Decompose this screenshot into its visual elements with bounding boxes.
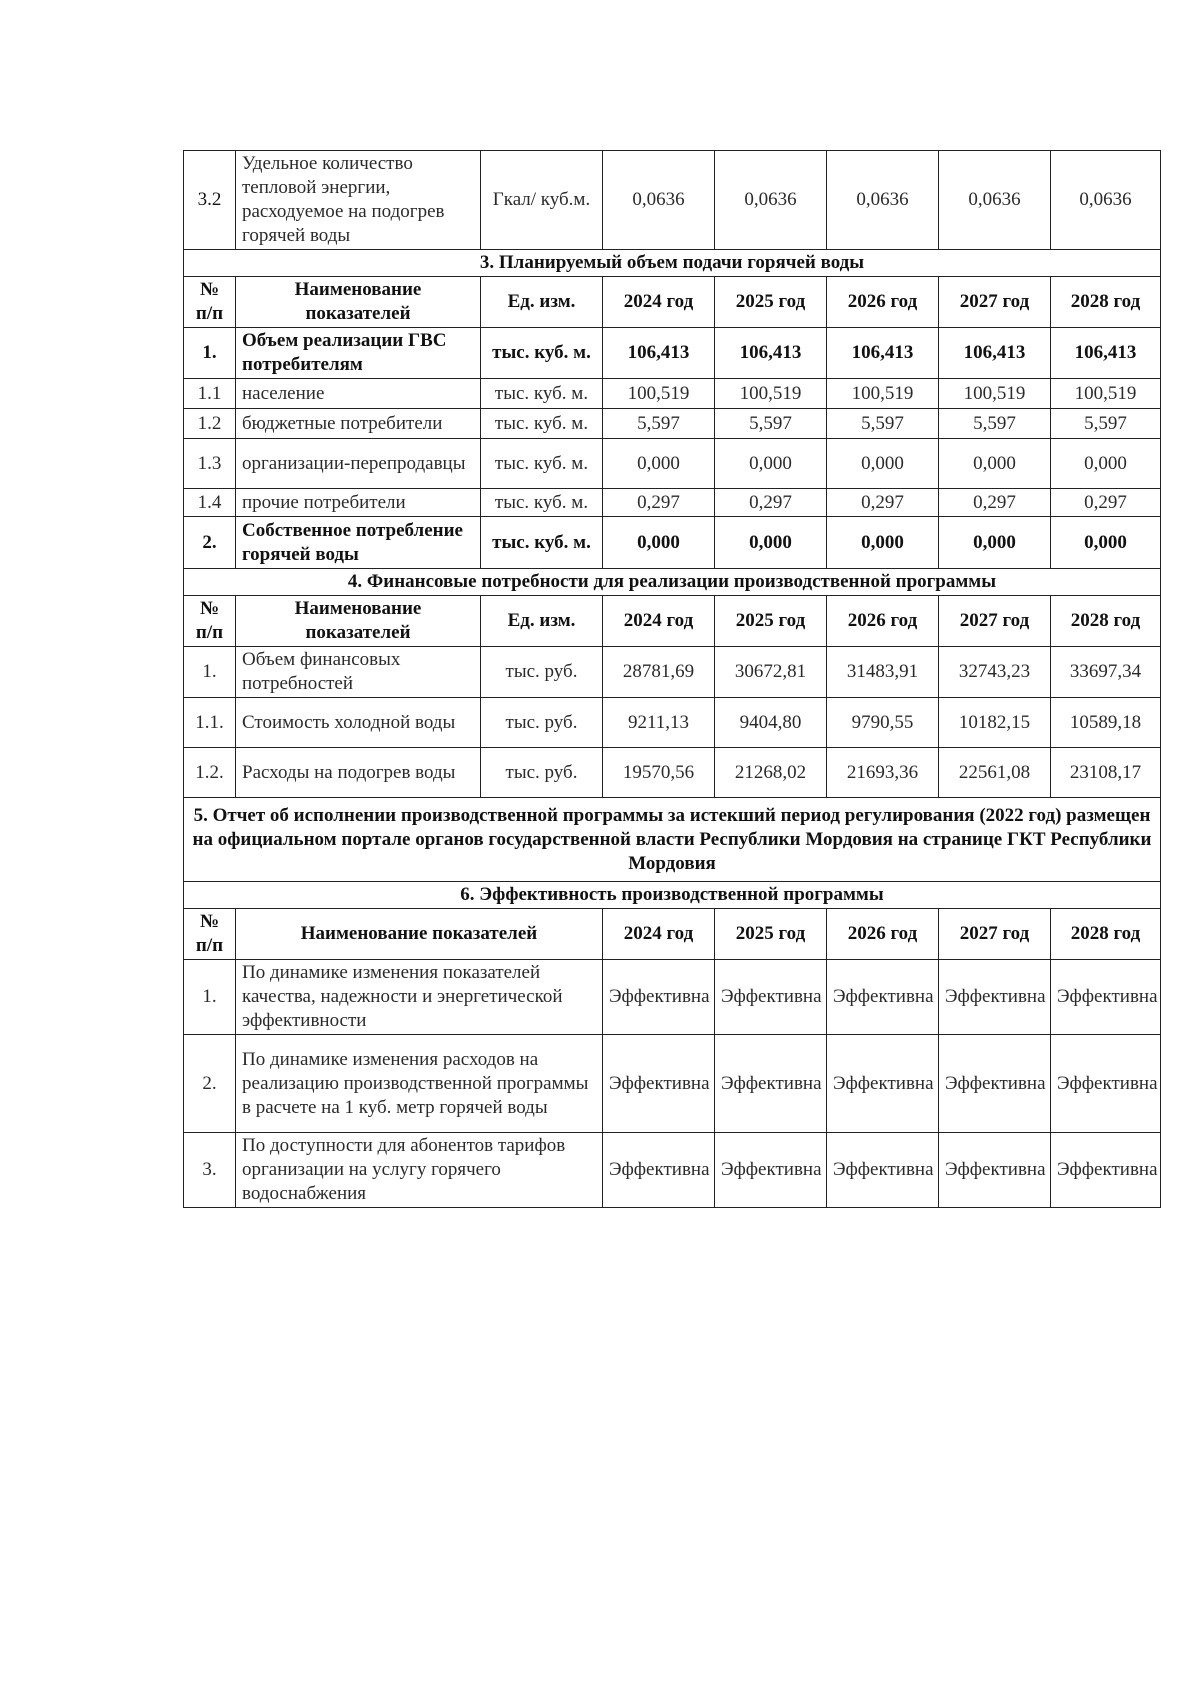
table-row: [184, 517, 1161, 569]
value-cell: 10182,15: [939, 698, 1051, 748]
value-cell: 0,297: [715, 489, 827, 517]
row-unit: тыс. куб. м.: [481, 439, 603, 489]
value-cell: 0,000: [715, 517, 827, 569]
value-cell: 5,597: [939, 409, 1051, 439]
value-cell: 0,000: [827, 517, 939, 569]
value-cell: Эффективна: [715, 960, 827, 1035]
header-row: [184, 596, 1161, 647]
row-name: Объем реализации ГВС потребителям: [236, 328, 481, 379]
header-name: Наименование показателей: [236, 909, 603, 960]
table-row: [184, 328, 1161, 379]
row-unit: тыс. руб.: [481, 748, 603, 798]
header-number: № п/п: [184, 596, 236, 647]
row-unit: тыс. руб.: [481, 647, 603, 698]
row-unit: тыс. куб. м.: [481, 409, 603, 439]
row-number: 1.4: [184, 489, 236, 517]
value-cell: 32743,23: [939, 647, 1051, 698]
value-cell: Эффективна: [715, 1133, 827, 1208]
value-cell: 21268,02: [715, 748, 827, 798]
value-cell: 0,297: [603, 489, 715, 517]
value-cell: 19570,56: [603, 748, 715, 798]
value-cell: 30672,81: [715, 647, 827, 698]
value-cell: Эффективна: [827, 960, 939, 1035]
header-number: № п/п: [184, 909, 236, 960]
row-name: По динамике изменения расходов на реализацию производственной программы в расчете на 1 куб. метр горячей воды: [236, 1035, 603, 1133]
header-year: 2026 год: [827, 596, 939, 647]
value-cell: 5,597: [827, 409, 939, 439]
row-name: организации-перепродавцы: [236, 439, 481, 489]
section-title-row: [184, 569, 1161, 596]
value-cell: 0,000: [827, 439, 939, 489]
value-cell: 106,413: [827, 328, 939, 379]
value-cell: 28781,69: [603, 647, 715, 698]
value-cell: 0,297: [827, 489, 939, 517]
value-cell: Эффективна: [603, 960, 715, 1035]
table-row: [184, 1133, 1161, 1208]
value-cell: Эффективна: [1051, 960, 1161, 1035]
table-row: [184, 409, 1161, 439]
row-name: бюджетные потребители: [236, 409, 481, 439]
table-row: [184, 1035, 1161, 1133]
program-table: [183, 150, 1161, 1208]
section-title-row: [184, 882, 1161, 909]
value-cell: 0,297: [1051, 489, 1161, 517]
row-number: 1.1: [184, 379, 236, 409]
value-cell: 0,000: [1051, 517, 1161, 569]
value-cell: 33697,34: [1051, 647, 1161, 698]
header-year: 2028 год: [1051, 596, 1161, 647]
row-number: 1.: [184, 647, 236, 698]
row-name: По динамике изменения показателей качества, надежности и энергетической эффективности: [236, 960, 603, 1035]
value-cell: 100,519: [715, 379, 827, 409]
row-unit: тыс. куб. м.: [481, 489, 603, 517]
section-title-row: [184, 250, 1161, 277]
row-name: Собственное потребление горячей воды: [236, 517, 481, 569]
row-name: прочие потребители: [236, 489, 481, 517]
row-number: 3.2: [184, 151, 236, 250]
value-cell: Эффективна: [603, 1035, 715, 1133]
value-cell: 0,0636: [715, 151, 827, 250]
value-cell: 0,000: [603, 439, 715, 489]
row-number: 1.: [184, 960, 236, 1035]
row-number: 2.: [184, 517, 236, 569]
value-cell: 106,413: [939, 328, 1051, 379]
header-row: [184, 909, 1161, 960]
header-year: 2025 год: [715, 909, 827, 960]
value-cell: 106,413: [603, 328, 715, 379]
header-name: Наименование показателей: [236, 596, 481, 647]
value-cell: 21693,36: [827, 748, 939, 798]
table-row: [184, 439, 1161, 489]
value-cell: 5,597: [1051, 409, 1161, 439]
value-cell: 0,297: [939, 489, 1051, 517]
header-year: 2024 год: [603, 909, 715, 960]
header-year: 2024 год: [603, 596, 715, 647]
row-name: Расходы на подогрев воды: [236, 748, 481, 798]
value-cell: Эффективна: [603, 1133, 715, 1208]
row-number: 2.: [184, 1035, 236, 1133]
section-6-title: 6. Эффективность производственной программы: [184, 882, 1161, 909]
table-row: [184, 748, 1161, 798]
table-row: [184, 698, 1161, 748]
header-row: [184, 277, 1161, 328]
section-4-title: 4. Финансовые потребности для реализации производственной программы: [184, 569, 1161, 596]
value-cell: Эффективна: [939, 1035, 1051, 1133]
row-unit: тыс. куб. м.: [481, 328, 603, 379]
row-number: 1.2: [184, 409, 236, 439]
value-cell: 0,000: [715, 439, 827, 489]
value-cell: 0,0636: [827, 151, 939, 250]
header-year: 2027 год: [939, 596, 1051, 647]
header-year: 2027 год: [939, 277, 1051, 328]
header-unit: Ед. изм.: [481, 596, 603, 647]
header-year: 2028 год: [1051, 277, 1161, 328]
row-unit: тыс. куб. м.: [481, 379, 603, 409]
value-cell: 0,000: [603, 517, 715, 569]
value-cell: Эффективна: [715, 1035, 827, 1133]
header-year: 2026 год: [827, 909, 939, 960]
value-cell: Эффективна: [1051, 1035, 1161, 1133]
value-cell: 106,413: [1051, 328, 1161, 379]
value-cell: 5,597: [603, 409, 715, 439]
value-cell: Эффективна: [939, 960, 1051, 1035]
header-year: 2028 год: [1051, 909, 1161, 960]
value-cell: 22561,08: [939, 748, 1051, 798]
row-number: 1.3: [184, 439, 236, 489]
value-cell: 0,000: [939, 439, 1051, 489]
header-year: 2025 год: [715, 596, 827, 647]
value-cell: 106,413: [715, 328, 827, 379]
value-cell: 9790,55: [827, 698, 939, 748]
value-cell: Эффективна: [827, 1035, 939, 1133]
row-name: Объем финансовых потребностей: [236, 647, 481, 698]
table-row: [184, 151, 1161, 250]
row-number: 3.: [184, 1133, 236, 1208]
row-unit: тыс. куб. м.: [481, 517, 603, 569]
table-row: [184, 379, 1161, 409]
value-cell: 0,000: [939, 517, 1051, 569]
section-5-note: 5. Отчет об исполнении производственной программы за истекший период регулирования (2022 год) размещен на официальном портале органов государственной власти Республики Мордовия на странице ГКТ Республики Мордовия: [184, 798, 1161, 882]
row-unit: тыс. руб.: [481, 698, 603, 748]
value-cell: 9404,80: [715, 698, 827, 748]
value-cell: 100,519: [1051, 379, 1161, 409]
header-unit: Ед. изм.: [481, 277, 603, 328]
row-unit: Гкал/ куб.м.: [481, 151, 603, 250]
value-cell: 0,0636: [603, 151, 715, 250]
row-name: население: [236, 379, 481, 409]
value-cell: 5,597: [715, 409, 827, 439]
value-cell: Эффективна: [939, 1133, 1051, 1208]
value-cell: 0,0636: [939, 151, 1051, 250]
header-year: 2026 год: [827, 277, 939, 328]
value-cell: 100,519: [603, 379, 715, 409]
table-row: [184, 489, 1161, 517]
value-cell: 9211,13: [603, 698, 715, 748]
value-cell: 0,0636: [1051, 151, 1161, 250]
value-cell: Эффективна: [1051, 1133, 1161, 1208]
header-year: 2025 год: [715, 277, 827, 328]
value-cell: 10589,18: [1051, 698, 1161, 748]
header-number: № п/п: [184, 277, 236, 328]
value-cell: 100,519: [939, 379, 1051, 409]
row-name: Удельное количество тепловой энергии, расходуемое на подогрев горячей воды: [236, 151, 481, 250]
value-cell: 23108,17: [1051, 748, 1161, 798]
value-cell: 0,000: [1051, 439, 1161, 489]
section-3-title: 3. Планируемый объем подачи горячей воды: [184, 250, 1161, 277]
row-number: 1.: [184, 328, 236, 379]
row-number: 1.1.: [184, 698, 236, 748]
section-note-row: [184, 798, 1161, 882]
value-cell: Эффективна: [827, 1133, 939, 1208]
header-year: 2027 год: [939, 909, 1051, 960]
row-number: 1.2.: [184, 748, 236, 798]
value-cell: 31483,91: [827, 647, 939, 698]
row-name: По доступности для абонентов тарифов организации на услугу горячего водоснабжения: [236, 1133, 603, 1208]
value-cell: 100,519: [827, 379, 939, 409]
header-year: 2024 год: [603, 277, 715, 328]
table-row: [184, 960, 1161, 1035]
row-name: Стоимость холодной воды: [236, 698, 481, 748]
table-row: [184, 647, 1161, 698]
header-name: Наименование показателей: [236, 277, 481, 328]
